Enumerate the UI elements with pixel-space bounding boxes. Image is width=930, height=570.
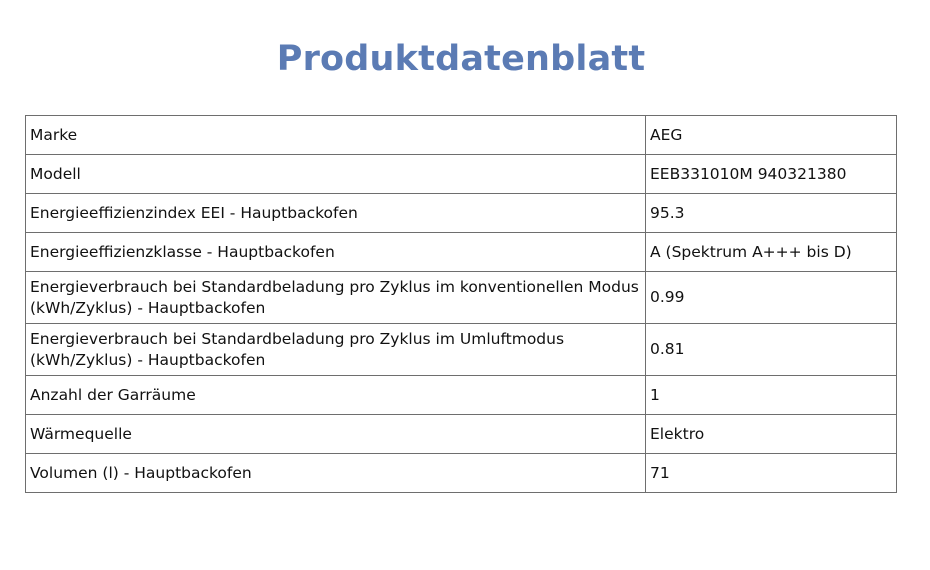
row-value-cavity-count: 1	[646, 376, 897, 415]
page-title: Produktdatenblatt	[276, 39, 646, 79]
row-label-heat-source: Wärmequelle	[26, 415, 646, 454]
table-row	[26, 454, 897, 493]
row-value-heat-source: Elektro	[646, 415, 897, 454]
row-value-volume: 71	[646, 454, 897, 493]
row-value-consumption-convection: 0.81	[646, 324, 897, 376]
table-row	[26, 272, 897, 324]
table-row	[26, 194, 897, 233]
row-label-efficiency-class: Energieeffizienzklasse - Hauptbackofen	[26, 233, 646, 272]
row-label-consumption-convection: Energieverbrauch bei Standardbeladung pro Zyklus im Umluftmodus (kWh/Zyklus) - Hauptbackofen	[26, 324, 646, 376]
table-row	[26, 155, 897, 194]
row-label-cavity-count: Anzahl der Garräume	[26, 376, 646, 415]
row-label-brand: Marke	[26, 116, 646, 155]
row-value-model: EEB331010M 940321380	[646, 155, 897, 194]
row-value-consumption-conventional: 0.99	[646, 272, 897, 324]
row-value-eei: 95.3	[646, 194, 897, 233]
table-row	[26, 116, 897, 155]
table-row	[26, 376, 897, 415]
row-value-brand: AEG	[646, 116, 897, 155]
row-label-eei: Energieeffizienzindex EEI - Hauptbackofen	[26, 194, 646, 233]
row-label-model: Modell	[26, 155, 646, 194]
table-row	[26, 324, 897, 376]
table-row	[26, 233, 897, 272]
row-value-efficiency-class: A (Spektrum A+++ bis D)	[646, 233, 897, 272]
row-label-consumption-conventional: Energieverbrauch bei Standardbeladung pro Zyklus im konventionellen Modus (kWh/Zyklus) - Hauptbackofen	[26, 272, 646, 324]
product-data-table	[25, 115, 897, 493]
table-row	[26, 415, 897, 454]
row-label-volume: Volumen (l) - Hauptbackofen	[26, 454, 646, 493]
